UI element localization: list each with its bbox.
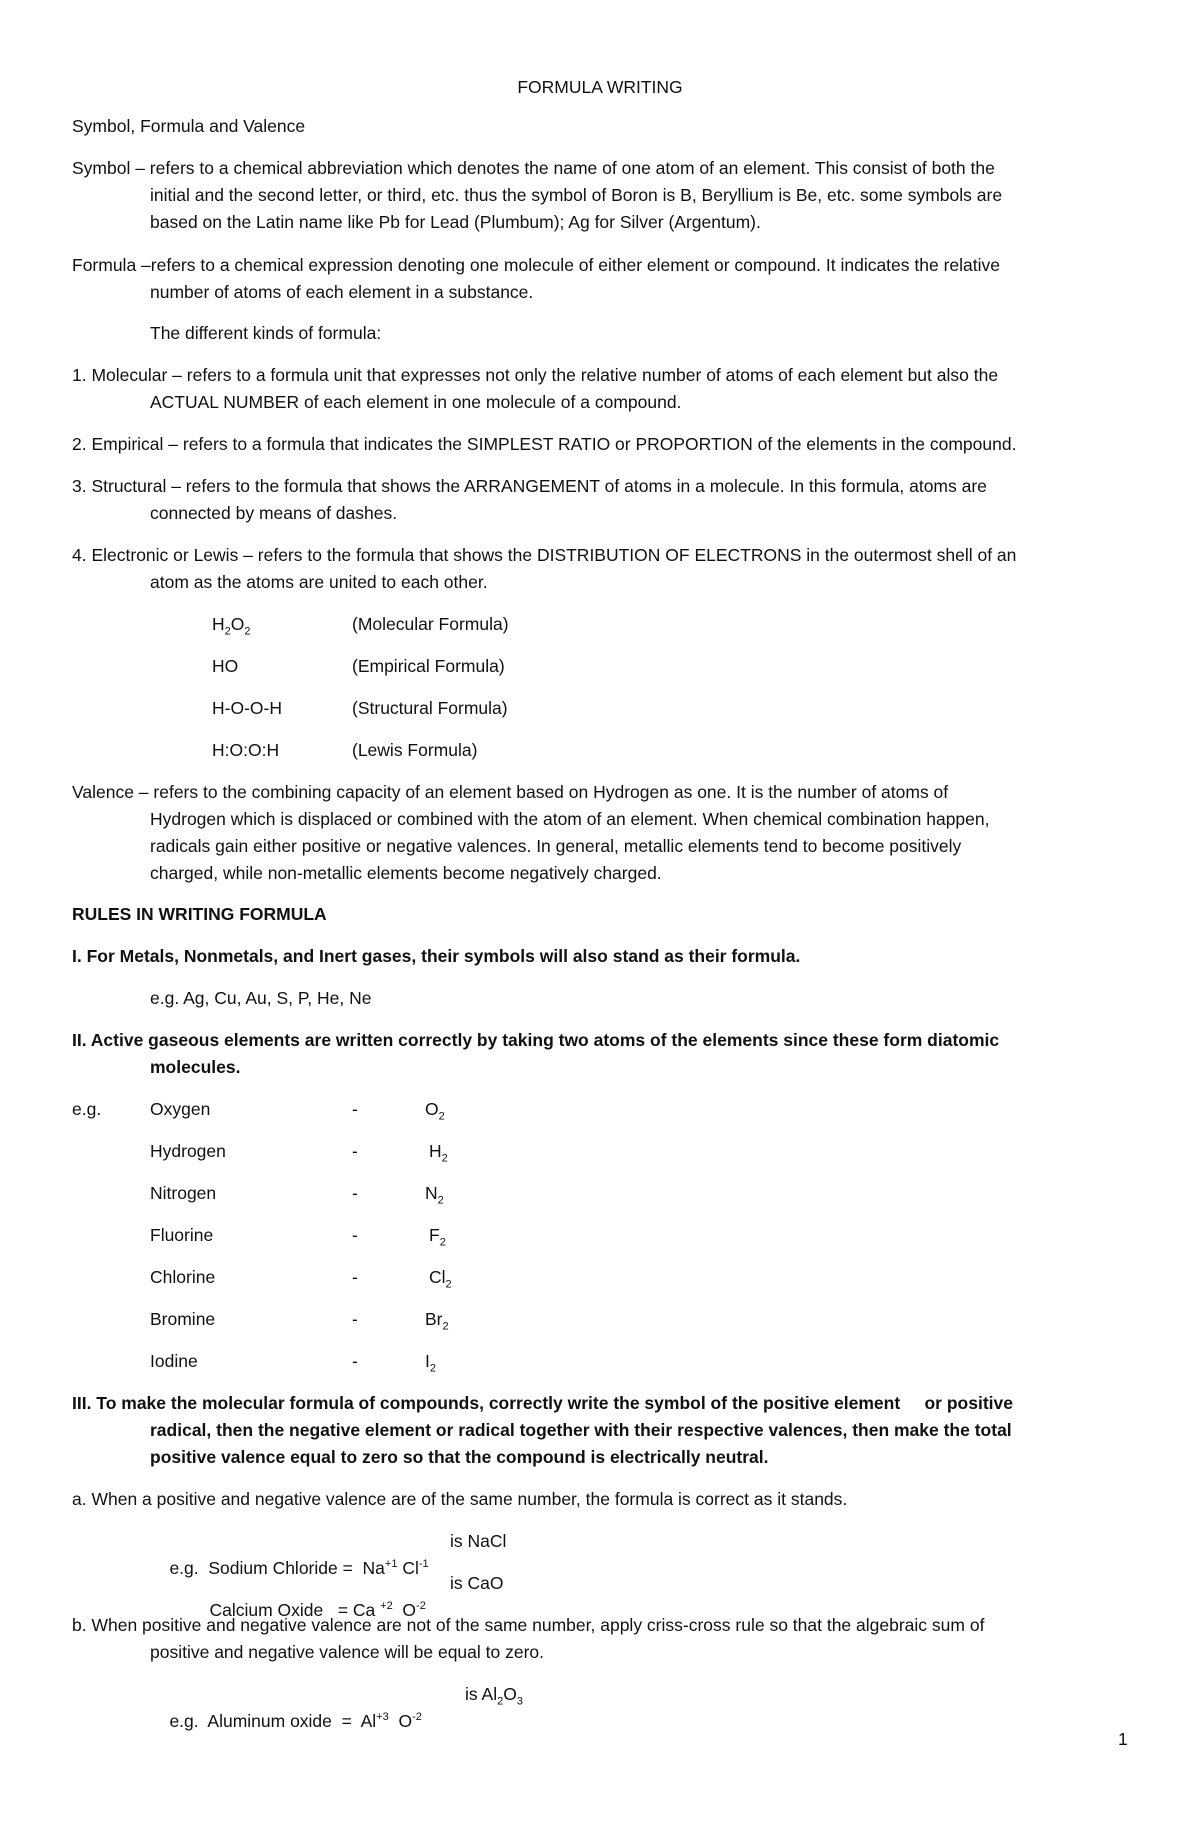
kind-empirical-line1: 2. Empirical – refers to a formula that indicates the SIMPLEST RATIO or PROPORTION of the elements in the compound.: [72, 434, 1017, 454]
diatomic-formula: $Br_2$: [425, 1309, 449, 1333]
diatomic-dash: -: [352, 1141, 358, 1161]
diatomic-name: Iodine: [150, 1351, 198, 1371]
diatomic-name: Oxygen: [150, 1099, 211, 1119]
diatomic-dash: -: [352, 1225, 358, 1245]
example-lewis-label: (Lewis Formula): [352, 740, 478, 760]
valence-definition-line1: Valence – refers to the combining capacity of an element based on Hydrogen as one. It is the number of atoms of: [72, 782, 949, 802]
example-aluminum-oxide: e.g. Aluminum oxide = $Al^{+3}$ $O^{-2}$: [169, 1711, 422, 1731]
example-sodium-chloride: e.g. Sodium Chloride = $Na^{+1}$ $Cl^{-1}$: [169, 1558, 429, 1578]
page-number: 1: [1118, 1729, 1128, 1749]
diatomic-dash: -: [352, 1183, 358, 1203]
example-aluminum-oxide-result: is $Al_2O_3$: [465, 1684, 523, 1708]
kind-structural-line2: connected by means of dashes.: [150, 503, 398, 523]
example-calcium-oxide: Calcium Oxide = Ca $^{+2}$ $O^{-2}$: [209, 1600, 426, 1620]
symbol-definition-line1: Symbol – refers to a chemical abbreviation which denotes the name of one atom of an element. This consist of both the: [72, 158, 995, 178]
rules-heading: RULES IN WRITING FORMULA: [72, 904, 327, 924]
diatomic-formula: $H_2$: [429, 1141, 448, 1165]
rule-1-example: e.g. Ag, Cu, Au, S, P, He, Ne: [150, 988, 372, 1008]
diatomic-dash: -: [352, 1099, 358, 1119]
formula-definition-line1: Formula –refers to a chemical expression denoting one molecule of either element or compound. It indicates the relative: [72, 255, 1000, 275]
rule-3-line1: III. To make the molecular formula of compounds, correctly write the symbol of the positive element or positive: [72, 1393, 1013, 1413]
example-structural-label: (Structural Formula): [352, 698, 508, 718]
kind-structural-line1: 3. Structural – refers to the formula that shows the ARRANGEMENT of atoms in a molecule. In this formula, atoms are: [72, 476, 987, 496]
example-lewis-formula: H:O:O:H: [212, 740, 280, 760]
diatomic-formula: $O_2$: [425, 1099, 445, 1123]
rule-3-line3: positive valence equal to zero so that the compound is electrically neutral.: [150, 1447, 769, 1467]
example-structural-formula: H-O-O-H: [212, 698, 282, 718]
valence-definition-line2: Hydrogen which is displaced or combined with the atom of an element. When chemical combination happen,: [150, 809, 990, 829]
sub-rule-b-line1: b. When positive and negative valence are not of the same number, apply criss-cross rule so that the algebraic sum of: [72, 1615, 985, 1635]
diatomic-formula: $N_2$: [425, 1183, 444, 1207]
sub-rule-b-line2: positive and negative valence will be equal to zero.: [150, 1642, 544, 1662]
formula-definition-line2: number of atoms of each element in a substance.: [150, 282, 534, 302]
section-heading: Symbol, Formula and Valence: [72, 116, 306, 136]
example-molecular-label: (Molecular Formula): [352, 614, 509, 634]
diatomic-formula: $Cl_2$: [429, 1267, 452, 1291]
kind-lewis-line2: atom as the atoms are united to each other.: [150, 572, 488, 592]
diatomic-name: Hydrogen: [150, 1141, 226, 1161]
diatomic-dash: -: [352, 1309, 358, 1329]
rule-1: I. For Metals, Nonmetals, and Inert gases, their symbols will also stand as their formula.: [72, 946, 801, 966]
symbol-definition-line2: initial and the second letter, or third, etc. thus the symbol of Boron is B, Beryllium is Be, etc. some symbols are: [150, 185, 1003, 205]
diatomic-name: Nitrogen: [150, 1183, 217, 1203]
example-calcium-oxide-result: is CaO: [450, 1573, 504, 1593]
example-empirical-label: (Empirical Formula): [352, 656, 505, 676]
diatomic-dash: -: [352, 1351, 358, 1371]
rule-3-line2: radical, then the negative element or radical together with their respective valences, then make the total: [150, 1420, 1012, 1440]
example-empirical-formula: HO: [212, 656, 239, 676]
sub-rule-a: a. When a positive and negative valence are of the same number, the formula is correct as it stands.: [72, 1489, 848, 1509]
rule-2-line1: II. Active gaseous elements are written correctly by taking two atoms of the elements since these form diatomic: [72, 1030, 1000, 1050]
valence-definition-line3: radicals gain either positive or negative valences. In general, metallic elements tend to become positively: [150, 836, 962, 856]
diatomic-name: Bromine: [150, 1309, 216, 1329]
kinds-heading: The different kinds of formula:: [150, 323, 382, 343]
example-molecular-formula: $H_2O_2$: [212, 614, 251, 638]
valence-definition-line4: charged, while non-metallic elements become negatively charged.: [150, 863, 662, 883]
kind-molecular-line2: ACTUAL NUMBER of each element in one molecule of a compound.: [150, 392, 682, 412]
kind-lewis-line1: 4. Electronic or Lewis – refers to the formula that shows the DISTRIBUTION OF ELECTRONS in the outermost shell of an: [72, 545, 1017, 565]
symbol-definition-line3: based on the Latin name like Pb for Lead (Plumbum); Ag for Silver (Argentum).: [150, 212, 761, 232]
diatomic-formula: $F_2$: [429, 1225, 446, 1249]
kind-molecular-line1: 1. Molecular – refers to a formula unit that expresses not only the relative number of atoms of each element but also the: [72, 365, 999, 385]
diatomic-eg-label: e.g.: [72, 1099, 102, 1119]
example-sodium-chloride-result: is NaCl: [450, 1531, 507, 1551]
diatomic-dash: -: [352, 1267, 358, 1287]
diatomic-name: Chlorine: [150, 1267, 216, 1287]
page-title: FORMULA WRITING: [517, 77, 683, 97]
diatomic-name: Fluorine: [150, 1225, 214, 1245]
rule-2-line2: molecules.: [150, 1057, 241, 1077]
diatomic-formula: $I_2$: [425, 1351, 436, 1375]
